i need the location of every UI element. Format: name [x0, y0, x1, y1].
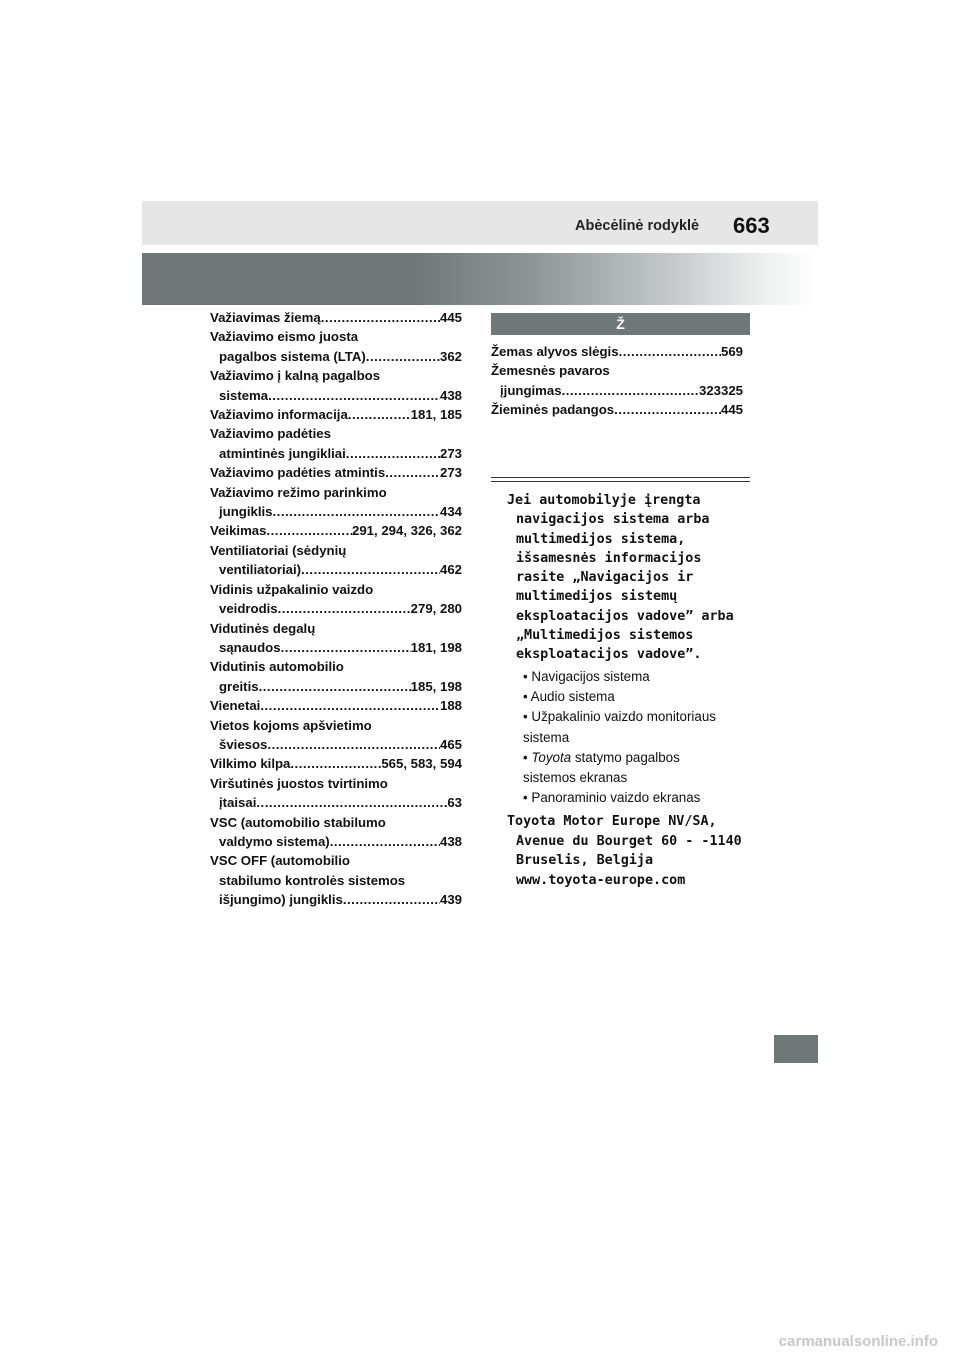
note-line: multimedijos sistemų — [516, 589, 678, 605]
index-entry — [210, 696, 462, 715]
list-item: • Audio sistema — [523, 689, 615, 705]
index-entry-line — [210, 832, 462, 851]
index-column-right — [491, 342, 743, 420]
index-entry-label: išjungimo) jungiklis — [219, 892, 343, 908]
index-column-left — [210, 308, 462, 910]
index-entry-heading: Važiavimo režimo parinkimo — [210, 484, 387, 500]
index-entry-pages: 439 — [439, 892, 462, 908]
index-entry — [210, 483, 462, 522]
index-entry-pages: 181, 185 — [410, 407, 462, 423]
index-entry — [210, 405, 462, 424]
note-line: Jei automobilyje įrengta — [507, 493, 701, 508]
bullet: • — [523, 749, 532, 765]
index-entry — [491, 400, 743, 419]
index-entry-heading: VSC (automobilio stabilumo — [210, 814, 386, 830]
index-entry-line — [210, 347, 462, 366]
index-entry-pages: 181, 198 — [410, 639, 462, 655]
index-entry — [210, 521, 462, 540]
index-entry-label: šviesos — [219, 736, 268, 752]
dot-leader — [278, 599, 411, 618]
index-entry-label: Veikimas — [210, 523, 267, 539]
dot-leader — [281, 638, 411, 657]
index-entry-pages: 438 — [439, 833, 462, 849]
navigation-note — [507, 491, 757, 665]
index-entry — [210, 813, 462, 852]
index-entry-pages: 438 — [439, 387, 462, 403]
note-line: navigacijos sistema arba — [516, 512, 710, 528]
list-item-continuation: sistema — [523, 729, 570, 745]
index-entry-line — [210, 560, 462, 579]
index-entry-heading: Važiavimo į kalną pagalbos — [210, 368, 381, 384]
index-entry-heading: stabilumo kontrolės sistemos — [219, 872, 406, 888]
index-entry-heading: Ventiliatoriai (sėdynių — [210, 542, 347, 558]
index-entry-line — [210, 793, 462, 812]
list-item-continuation: sistemos ekranas — [523, 770, 628, 786]
system-list — [514, 667, 754, 808]
index-entry-line — [210, 308, 462, 327]
index-entry-pages: 291, 294, 326, 362 — [352, 523, 462, 539]
index-entry-line — [491, 381, 743, 400]
index-entry-label: sąnaudos — [219, 639, 281, 655]
dot-leader — [343, 890, 440, 909]
index-entry-heading: Vidinis užpakalinio vaizdo — [210, 581, 374, 597]
dot-leader — [366, 347, 440, 366]
index-entry-pages: 273 — [439, 445, 462, 461]
index-entry-pages: 279, 280 — [410, 601, 462, 617]
index-entry-heading: Važiavimo padėties — [210, 426, 331, 442]
side-tab-marker — [774, 1035, 818, 1063]
dot-leader — [301, 560, 440, 579]
address-line: Bruselis, Belgija — [516, 853, 654, 869]
index-entry-label: valdymo sistema) — [219, 833, 330, 849]
index-entry-line — [210, 444, 462, 463]
address-line: Toyota Motor Europe NV/SA, — [507, 814, 717, 829]
index-entry-label: pagalbos sistema (LTA) — [219, 348, 366, 364]
note-line: „Multimedijos sistemos — [516, 628, 694, 644]
index-entry-line — [210, 696, 462, 715]
index-entry-label: veidrodis — [219, 601, 278, 617]
dot-leader — [385, 463, 440, 482]
index-entry-pages: 445 — [720, 402, 743, 418]
index-entry-pages: 445 — [439, 310, 462, 325]
index-entry — [210, 541, 462, 580]
dot-leader — [562, 381, 699, 400]
index-entry — [210, 774, 462, 813]
index-entry-pages: 63 — [447, 795, 462, 811]
note-line: eksploatacijos vadove”. — [516, 647, 702, 663]
index-entry-line — [210, 754, 462, 773]
note-line: eksploatacijos vadove” arba — [516, 608, 734, 624]
index-entry-pages: 465 — [439, 736, 462, 752]
address-line: Avenue du Bourget 60 - -1140 — [516, 833, 742, 849]
dot-leader — [273, 502, 440, 521]
company-address — [507, 812, 767, 890]
index-entry-pages: 462 — [439, 562, 462, 578]
index-entry-label: Važiavimo informacija — [210, 407, 348, 423]
list-item: • Panoraminio vaizdo ekranas — [523, 790, 701, 806]
index-entry-label: Vienetai — [210, 698, 261, 714]
index-entry — [210, 580, 462, 619]
list-item-text: statymo pagalbos — [571, 749, 680, 765]
note-line: multimedijos sistema, — [516, 531, 686, 547]
index-entry-line — [210, 735, 462, 754]
dot-leader — [259, 677, 411, 696]
list-item: • Užpakalinio vaizdo monitoriaus — [523, 709, 716, 725]
index-entry — [210, 327, 462, 366]
index-entry-line — [491, 342, 743, 361]
index-entry-heading: VSC OFF (automobilio — [210, 853, 350, 869]
index-entry-heading: Važiavimo eismo juosta — [210, 329, 359, 345]
index-entry-line — [210, 638, 462, 657]
index-entry — [210, 716, 462, 755]
section-letter-header: Ž — [491, 313, 750, 335]
watermark: carmanualsonline.info — [778, 1333, 938, 1350]
dot-leader — [348, 405, 411, 424]
index-entry-label: įtaisai — [219, 795, 257, 811]
index-entry-heading: Žemesnės pavaros — [491, 363, 610, 379]
index-entry — [210, 424, 462, 463]
list-item — [514, 748, 754, 768]
index-entry-heading: Vidutinis automobilio — [210, 659, 344, 675]
index-entry-heading: Vietos kojoms apšvietimo — [210, 717, 372, 733]
index-entry — [491, 342, 743, 361]
index-entry-heading: Vidutinės degalų — [210, 620, 316, 636]
dot-leader — [260, 696, 440, 715]
dot-leader — [268, 386, 440, 405]
index-entry-label: Žemas alyvos slėgis — [491, 344, 619, 359]
index-entry-label: Vilkimo kilpa — [210, 756, 291, 772]
double-divider — [491, 477, 750, 482]
dot-leader — [267, 735, 440, 754]
index-entry-pages: 273 — [439, 465, 462, 481]
index-entry-line — [210, 677, 462, 696]
dot-leader — [619, 342, 721, 361]
header-bar — [142, 201, 818, 245]
index-entry-pages: 362 — [439, 348, 462, 364]
index-entry — [210, 851, 462, 909]
index-entry — [210, 657, 462, 696]
index-entry-line — [210, 405, 462, 424]
dot-leader — [256, 793, 447, 812]
index-entry-pages: 434 — [439, 504, 462, 520]
index-entry-label: ventiliatoriai) — [219, 562, 302, 578]
index-entry — [210, 754, 462, 773]
index-entry — [491, 361, 743, 400]
index-entry-line — [210, 502, 462, 521]
brand-name: Toyota — [531, 749, 572, 765]
index-entry-pages: 188 — [439, 698, 462, 714]
index-entry-heading: Viršutinės juostos tvirtinimo — [210, 775, 388, 791]
dot-leader — [266, 521, 352, 540]
note-line: rasite „Navigacijos ir — [516, 570, 694, 586]
index-entry-pages: 185, 198 — [410, 678, 462, 694]
index-entry-line — [210, 890, 462, 909]
dot-leader — [321, 308, 440, 327]
list-item: • Navigacijos sistema — [523, 669, 650, 684]
index-entry-label: greitis — [219, 678, 259, 694]
index-entry — [210, 308, 462, 327]
note-line: išsamesnės informacijos — [516, 550, 702, 566]
index-entry-label: įjungimas — [500, 382, 562, 398]
dot-leader — [614, 400, 721, 419]
index-entry-label: Važiavimo padėties atmintis — [210, 465, 386, 481]
dot-leader — [330, 832, 440, 851]
index-entry-pages: 565, 583, 594 — [381, 756, 462, 772]
index-entry-label: Važiavimas žiemą — [210, 310, 321, 325]
index-entry — [210, 366, 462, 405]
index-entry-label: atmintinės jungikliai — [219, 445, 346, 461]
dot-leader — [346, 444, 440, 463]
index-entry — [210, 463, 462, 482]
index-entry-line — [210, 463, 462, 482]
index-entry-pages: 323325 — [698, 382, 743, 398]
index-entry-line — [210, 521, 462, 540]
index-entry-line — [210, 599, 462, 618]
index-entry-line — [210, 386, 462, 405]
index-entry — [210, 619, 462, 658]
decorative-band — [142, 253, 818, 305]
page-number: 663 — [733, 213, 770, 238]
section-title: Abėcėlinė rodyklė — [575, 218, 700, 234]
index-entry-label: Žieminės padangos — [491, 402, 615, 418]
index-entry-label: sistema — [219, 387, 269, 403]
index-entry-line — [491, 400, 743, 419]
dot-leader — [290, 754, 381, 773]
index-entry-pages: 569 — [720, 344, 743, 359]
address-line: www.toyota-europe.com — [516, 872, 686, 888]
index-entry-label: jungiklis — [219, 504, 273, 520]
